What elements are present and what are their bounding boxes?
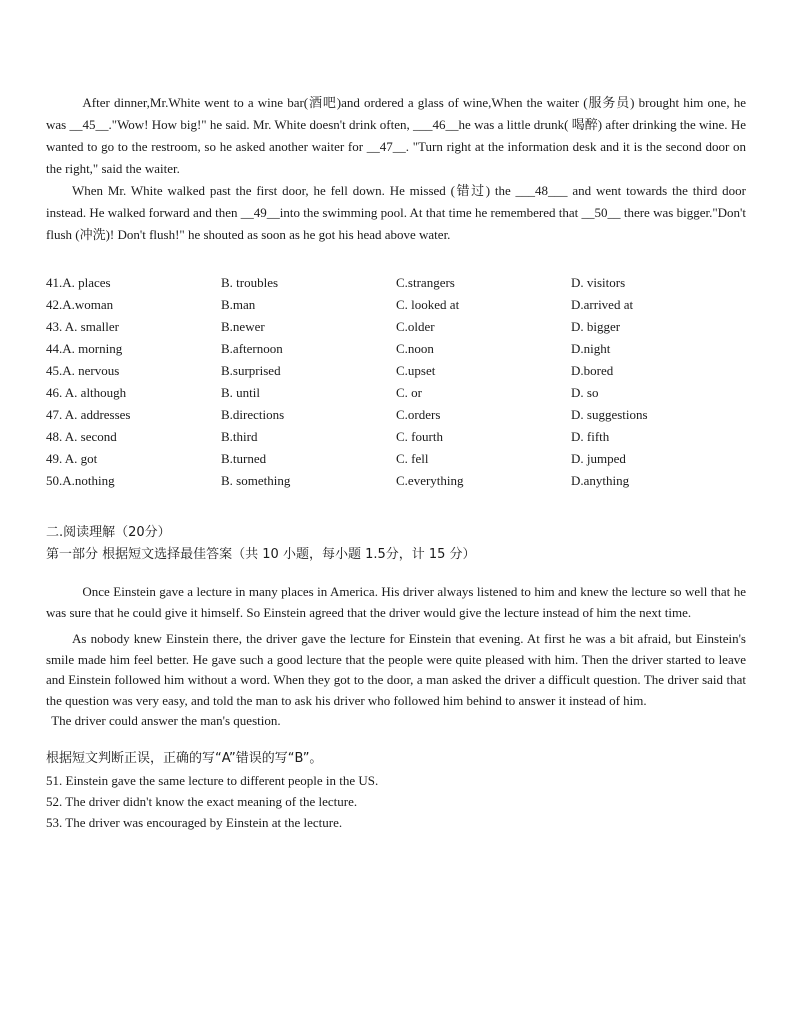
exam-page	[46, 92, 746, 833]
option-row-44	[46, 338, 746, 360]
option-41-d: D. visitors	[571, 275, 626, 290]
option-row-45	[46, 360, 746, 382]
option-49-c: C. fell	[396, 451, 429, 466]
option-43-a: 43. A. smaller	[46, 319, 119, 334]
option-45-b: B.surprised	[221, 363, 281, 378]
option-44-c: C.noon	[396, 341, 434, 356]
option-41-c: C.strangers	[396, 275, 455, 290]
judge-item-53: 53. The driver was encouraged by Einstein at the lecture.	[46, 814, 343, 830]
option-42-b: B.man	[221, 297, 256, 312]
part-title: 第一部分 根据短文选择最佳答案（共 10 小题，每小题 1.5分，计 15 分）	[46, 547, 476, 562]
option-48-a: 48. A. second	[46, 429, 117, 444]
option-row-50	[46, 470, 746, 492]
option-row-42	[46, 294, 746, 316]
cloze-passage	[46, 92, 746, 246]
option-49-b: B.turned	[221, 451, 267, 466]
option-49-d: D. jumped	[571, 451, 626, 466]
option-44-d: D.night	[571, 341, 611, 356]
option-row-46	[46, 382, 746, 404]
option-42-a: 42.A.woman	[46, 297, 114, 312]
option-47-d: D. suggestions	[571, 407, 648, 422]
cloze-paragraph-2: When Mr. White walked past the first door, he fell down. He missed (错过) the ___48___ and went towards the third door instead. He walked forward and then __49__into the swimming pool. At that time he remembered that __50__ there was bigger."Don't flush (冲洗)! Don't flush!" he shouted as soon as he got his head above water.	[46, 183, 746, 242]
reading-passage	[46, 582, 746, 732]
judge-instructions: 根据短文判断正误，正确的写“A”错误的写“B”。	[46, 750, 323, 766]
reading-paragraph-1: Once Einstein gave a lecture in many places in America. His driver always listened to him and knew the lecture so well that he was sure that he could give it himself. So Einstein agreed that the driver would give the lecture instead of him the next time.	[46, 584, 746, 620]
option-48-c: C. fourth	[396, 429, 443, 444]
option-48-b: B.third	[221, 429, 258, 444]
option-47-b: B.directions	[221, 407, 285, 422]
option-46-d: D. so	[571, 385, 599, 400]
reading-paragraph-3: The driver could answer the man's question.	[51, 713, 281, 728]
option-46-b: B. until	[221, 385, 261, 400]
reading-paragraph-2: As nobody knew Einstein there, the driver gave the lecture for Einstein that evening. At first he was a bit afraid, but Einstein's smile made him feel better. He gave such a good lecture that the people were quite pleased with him. Then the driver started to leave and Einstein followed him without a word. When they got to the door, a man asked the driver a difficult question. The driver said that the question was very easy, and told the man to ask his driver who followed him behind to answer it instead of him.	[46, 631, 746, 708]
option-45-d: D.bored	[571, 363, 614, 378]
option-49-a: 49. A. got	[46, 451, 98, 466]
option-row-43	[46, 316, 746, 338]
option-row-41	[46, 272, 746, 294]
cloze-paragraph-1: After dinner,Mr.White went to a wine bar(酒吧)and ordered a glass of wine,When the waiter (服务员) brought him one, he was __45__."Wow! How big!" he said. Mr. White doesn't drink often, ___46__he was a little drunk( 喝醉) after drinking the wine. He wanted to go to the restroom, so he asked another waiter for __47__. "Turn right at the information desk and it is the second door on the right," said the waiter.	[46, 95, 746, 176]
option-43-d: D. bigger	[571, 319, 621, 334]
option-45-c: C.upset	[396, 363, 436, 378]
option-50-a: 50.A.nothing	[46, 473, 115, 488]
option-43-b: B.newer	[221, 319, 265, 334]
option-48-d: D. fifth	[571, 429, 610, 444]
option-45-a: 45.A. nervous	[46, 363, 120, 378]
option-row-48	[46, 426, 746, 448]
option-47-c: C.orders	[396, 407, 441, 422]
option-47-a: 47. A. addresses	[46, 407, 131, 422]
option-50-b: B. something	[221, 473, 291, 488]
option-42-d: D.arrived at	[571, 297, 634, 312]
option-41-b: B. troubles	[221, 275, 279, 290]
judge-list	[46, 770, 746, 833]
option-44-a: 44.A. morning	[46, 341, 123, 356]
option-42-c: C. looked at	[396, 297, 460, 312]
option-row-49	[46, 448, 746, 470]
option-50-c: C.everything	[396, 473, 464, 488]
option-50-d: D.anything	[571, 473, 630, 488]
option-46-c: C. or	[396, 385, 422, 400]
cloze-options	[46, 272, 746, 492]
judge-item-52: 52. The driver didn't know the exact meaning of the lecture.	[46, 793, 358, 809]
option-41-a: 41.A. places	[46, 275, 111, 290]
option-46-a: 46. A. although	[46, 385, 127, 400]
judge-item-51: 51. Einstein gave the same lecture to different people in the US.	[46, 772, 379, 788]
section-title: 二.阅读理解（20分）	[46, 525, 171, 540]
option-43-c: C.older	[396, 319, 435, 334]
option-row-47	[46, 404, 746, 426]
option-44-b: B.afternoon	[221, 341, 283, 356]
